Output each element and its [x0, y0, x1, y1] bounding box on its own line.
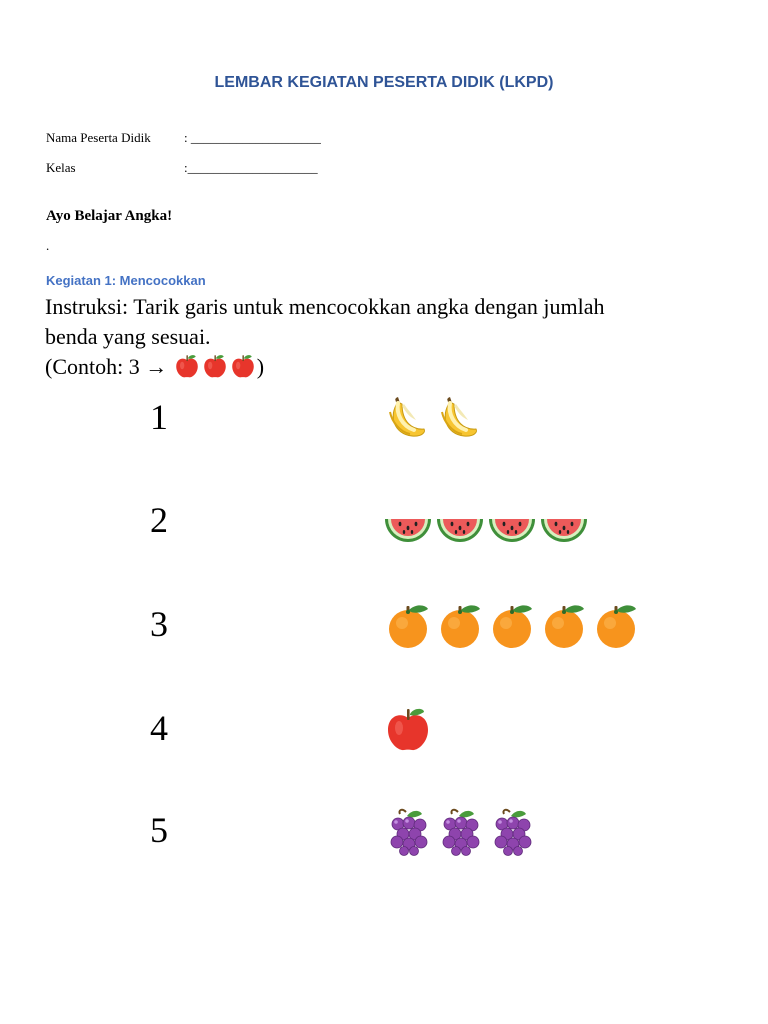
number-label: 2 [150, 500, 168, 540]
watermelon-icon [434, 497, 486, 547]
fruit-group [382, 394, 486, 444]
orange-icon [590, 600, 642, 650]
number-label: 1 [150, 397, 168, 437]
orange-icon [382, 600, 434, 650]
dot-text: . [46, 238, 50, 253]
grapes-icon [382, 806, 434, 856]
fruit-group [382, 704, 434, 754]
example-suffix: ) [256, 354, 265, 379]
fruit-group [382, 806, 538, 856]
apple-icon [173, 352, 201, 380]
orange-icon [486, 600, 538, 650]
apple-icon [229, 352, 257, 380]
fruit-group [382, 600, 642, 650]
example-prefix: (Contoh: 3 → [45, 354, 173, 379]
watermelon-icon [486, 497, 538, 547]
apple-icon [201, 352, 229, 380]
example-line [45, 352, 264, 382]
example-icons [173, 354, 257, 379]
field-label-name: Nama Peserta Didik [46, 130, 151, 145]
instruction-line-2: benda yang sesuai. [45, 324, 211, 349]
number-label: 3 [150, 604, 168, 644]
watermelon-icon [538, 497, 590, 547]
field-value-name: : ____________________ [184, 130, 321, 145]
activity-title: Kegiatan 1: Mencocokkan [46, 273, 206, 288]
banana-icon [434, 394, 486, 444]
number-label: 4 [150, 708, 168, 748]
orange-icon [434, 600, 486, 650]
watermelon-icon [382, 497, 434, 547]
field-value-class: :____________________ [184, 160, 318, 175]
field-label-class: Kelas [46, 160, 76, 175]
page-title: LEMBAR KEGIATAN PESERTA DIDIK (LKPD) [214, 74, 554, 91]
fruit-group [382, 497, 590, 547]
instruction-line-1: Instruksi: Tarik garis untuk mencocokkan angka dengan jumlah [45, 294, 605, 319]
section-heading: Ayo Belajar Angka! [46, 208, 173, 224]
grapes-icon [434, 806, 486, 856]
banana-icon [382, 394, 434, 444]
grapes-icon [486, 806, 538, 856]
number-label: 5 [150, 810, 168, 850]
apple-icon [382, 704, 434, 754]
orange-icon [538, 600, 590, 650]
